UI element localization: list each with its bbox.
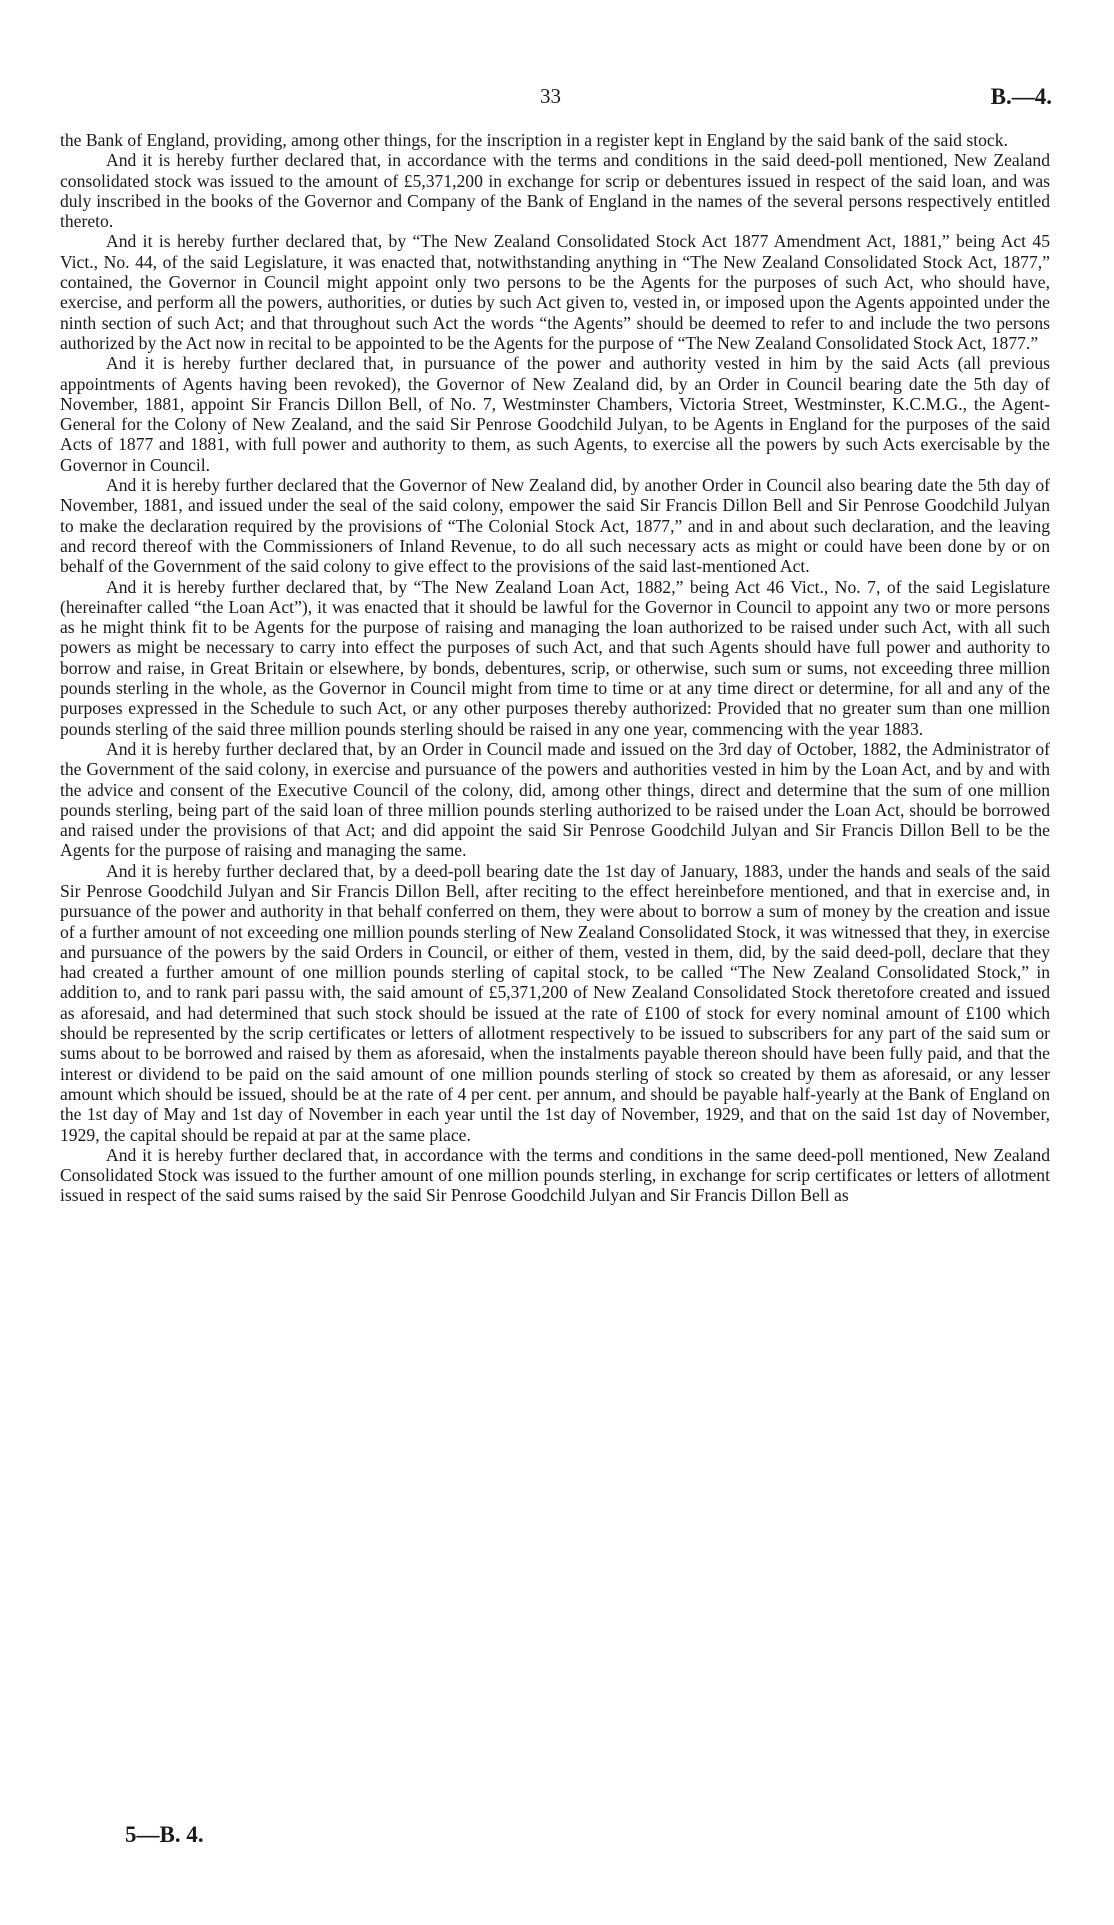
footer-signature-mark: 5—B. 4. (125, 1822, 204, 1847)
paragraph: And it is hereby further declared that, in accordance with the terms and conditions in the said deed-poll mentioned, New Zealand consolidated stock was issued to the amount of £5,371,200 in exchange for scrip or debentures issued in respect of the said loan, and was duly inscribed in the books of the Governor and Company of the Bank of England in the names of the several persons respectively entitled thereto. (60, 150, 1050, 232)
paragraph: And it is hereby further declared that, in accordance with the terms and conditions in the same deed-poll mentioned, New Zealand Consolidated Stock was issued to the further amount of one million pounds sterling, in exchange for scrip certificates or letters of allotment issued in respect of the said sums raised by the said Sir Penrose Goodchild Julyan and Sir Francis Dillon Bell as (60, 1144, 1050, 1206)
paragraph: the Bank of England, providing, among other things, for the inscription in a register kept in England by the said bank of the said stock. (60, 130, 1008, 150)
paragraph: And it is hereby further declared that the Governor of New Zealand did, by another Order in Council also bearing date the 5th day of November, 1881, and issued under the seal of the said colony, empower the said Sir Francis Dillon Bell and Sir Penrose Goodchild Julyan to make the declaration required by the provisions of “The Colonial Stock Act, 1877,” and in and about such declaration, and the leaving and record thereof with the Commissioners of Inland Revenue, to do all such necessary acts as might or could have been done by or on behalf of the Government of the said colony to give effect to the provisions of the said last-mentioned Act. (60, 475, 1050, 577)
paragraph: And it is hereby further declared that, by an Order in Council made and issued on the 3rd day of October, 1882, the Administrator of the Government of the said colony, in exercise and pursuance of the powers and authorities vested in him by the Loan Act, and by and with the advice and consent of the Executive Council of the colony, did, among other things, direct and determine that the sum of one million pounds sterling, being part of the said loan of three million pounds sterling authorized to be raised under the Loan Act, should be borrowed and raised under the provisions of that Act; and did appoint the said Sir Penrose Goodchild Julyan and Sir Francis Dillon Bell to be the Agents for the purpose of raising and managing the same. (60, 738, 1050, 861)
paragraph: And it is hereby further declared that, by “The New Zealand Loan Act, 1882,” being Act 46 Vict., No. 7, of the said Legislature (hereinafter called “the Loan Act”), it was enacted that it should be lawful for the Governor in Council to appoint any two or more persons as he might think fit to be Agents for the purpose of raising and managing the loan authorized to be raised under such Act, with all such powers as might be necessary to carry into effect the purposes of such Act, and that such Agents should have full power and authority to borrow and raise, in Great Britain or elsewhere, by bonds, debentures, scrip, or otherwise, such sum or sums, not exceeding three million pounds sterling in the whole, as the Governor in Council might from time to time or at any time direct or determine, for all and any of the purposes expressed in the Schedule to such Act, or any other purposes thereby authorized: Provided that no greater sum than one million pounds sterling of the said three million pounds sterling should be raised in any one year, commencing with the year 1883. (60, 576, 1050, 739)
body-text (60, 130, 1050, 1206)
paragraph: And it is hereby further declared that, by “The New Zealand Consolidated Stock Act 1877 Amendment Act, 1881,” being Act 45 Vict., No. 44, of the said Legislature, it was enacted that, notwithstanding anything in “The New Zealand Consolidated Stock Act, 1877,” contained, the Governor in Council might appoint only two persons to be the Agents for the purposes of such Act, who should have, exercise, and perform all the powers, authorities, or duties by such Act given to, vested in, or imposed upon the Agents appointed under the ninth section of such Act; and that throughout such Act the words “the Agents” should be deemed to refer to and include the two persons authorized by the Act now in recital to be appointed to be the Agents for the purpose of “The New Zealand Consolidated Stock Act, 1877.” (60, 231, 1050, 353)
document-reference: B.—4. (990, 84, 1052, 109)
page-header (0, 84, 1114, 112)
page-number: 33 (540, 84, 561, 108)
paragraph: And it is hereby further declared that, in pursuance of the power and authority vested in him by the said Acts (all previous appointments of Agents having been revoked), the Governor of New Zealand did, by an Order in Council bearing date the 5th day of November, 1881, appoint Sir Francis Dillon Bell, of No. 7, Westminster Chambers, Victoria Street, Westminster, K.C.M.G., the Agent-General for the Colony of New Zealand, and the said Sir Penrose Goodchild Julyan, to be Agents in England for the purposes of the said Acts of 1877 and 1881, with full power and authority to them, as such Agents, to exercise all the powers by such Acts exercisable by the Governor in Council. (60, 353, 1050, 475)
paragraph: And it is hereby further declared that, by a deed-poll bearing date the 1st day of January, 1883, under the hands and seals of the said Sir Penrose Goodchild Julyan and Sir Francis Dillon Bell, after reciting to the effect hereinbefore mentioned, and that in exercise and, in pursuance of the power and authority in that behalf conferred on them, they were about to borrow a sum of money by the creation and issue of a further amount of not exceeding one million pounds sterling of New Zealand Consolidated Stock, it was witnessed that they, in exercise and pursuance of the powers by the said Orders in Council, or either of them, vested in them, did, by the said deed-poll, declare that they had created a further amount of one million pounds sterling of capital stock, to be called “The New Zealand Consolidated Stock,” in addition to, and to rank pari passu with, the said amount of £5,371,200 of New Zealand Consolidated Stock theretofore created and issued as aforesaid, and had determined that such stock should be issued at the rate of £100 of stock for every nominal amount of £100 which should be represented by the scrip certificates or letters of allotment respectively to be issued to subscribers for any part of the said sum or sums about to be borrowed and raised by them as aforesaid, when the instalments payable thereon should have been fully paid, and that the interest or dividend to be paid on the said amount of one million pounds sterling of stock so created by them as aforesaid, or any lesser amount which should be issued, should be at the rate of 4 per cent. per annum, and should be payable half-yearly at the Bank of England on the 1st day of May and 1st day of November in each year until the 1st day of November, 1929, and that on the said 1st day of November, 1929, the capital should be repaid at par at the same place. (60, 860, 1050, 1145)
